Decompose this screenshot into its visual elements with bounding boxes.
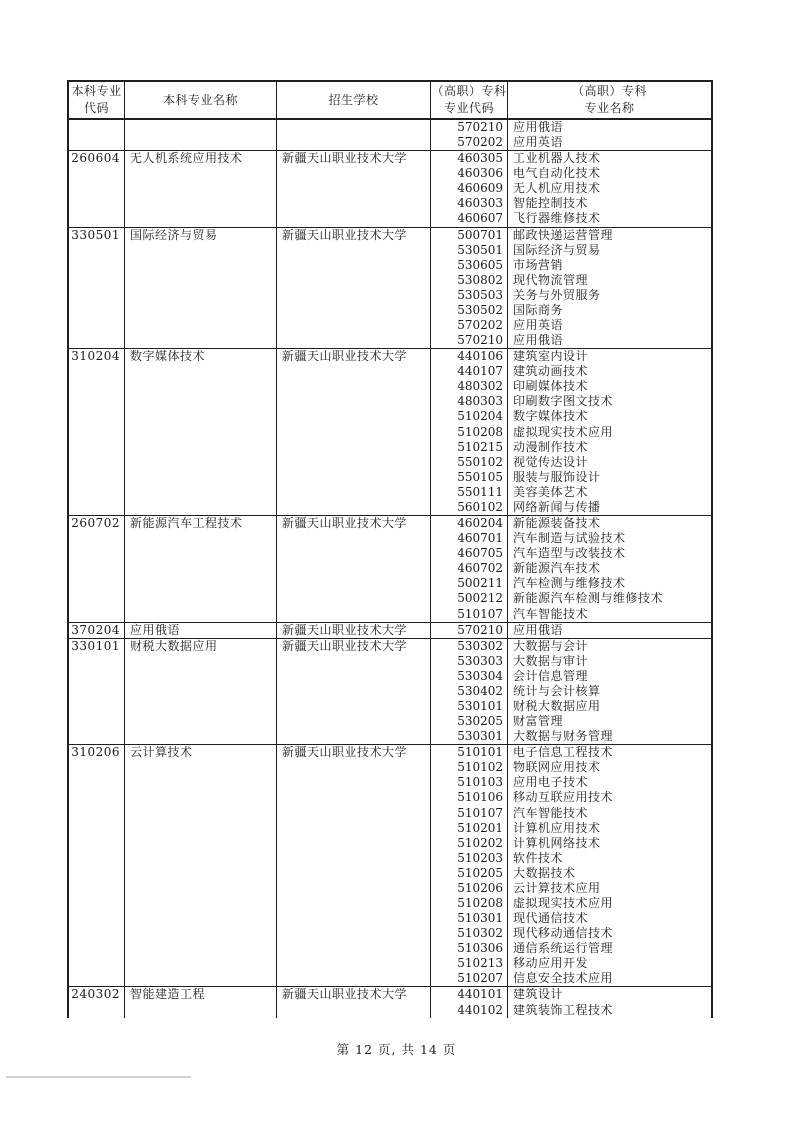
- spec-row: [431, 956, 711, 971]
- spec-code-cell: 440102: [431, 1003, 508, 1018]
- spec-row: [431, 181, 711, 196]
- spec-name-cell: 计算机应用技术: [513, 820, 601, 835]
- spec-name-cell: 印刷数字图文技术: [513, 394, 614, 409]
- spec-row: [431, 318, 711, 333]
- school-cell: 新疆天山职业技术大学: [277, 228, 431, 349]
- spec-name-cell: 电子信息工程技术: [513, 745, 614, 760]
- spec-row: [431, 500, 711, 515]
- spec-name-cell: 软件技术: [513, 850, 564, 865]
- spec-code-cell: 460204: [431, 516, 508, 531]
- spec-row: [431, 866, 711, 881]
- vocational-specs-cell: [431, 349, 711, 515]
- spec-code-cell: 480302: [431, 379, 508, 394]
- table-section-row: [69, 516, 711, 623]
- spec-row: [431, 166, 711, 181]
- spec-code-cell: 530304: [431, 669, 508, 684]
- spec-row: [431, 1003, 711, 1018]
- spec-row: [431, 409, 711, 424]
- vocational-specs-cell: [431, 745, 711, 986]
- spec-row: [431, 714, 711, 729]
- spec-code-cell: 510207: [431, 971, 508, 986]
- spec-row: [431, 821, 711, 836]
- spec-code-cell: 500211: [431, 576, 508, 591]
- spec-name-cell: 会计信息管理: [513, 668, 589, 683]
- table-section-row: [69, 151, 711, 227]
- spec-code-cell: 530101: [431, 699, 508, 714]
- spec-name-cell: 视觉传达设计: [513, 454, 589, 469]
- undergrad-name-cell: [125, 120, 277, 150]
- spec-name-cell: 新能源装备技术: [513, 516, 601, 531]
- spec-name-cell: 电气自动化技术: [513, 166, 601, 181]
- table-section-row: [69, 987, 711, 1017]
- spec-name-cell: 现代通信技术: [513, 911, 589, 926]
- spec-code-cell: 570202: [431, 318, 508, 333]
- school-cell: 新疆天山职业技术大学: [277, 151, 431, 226]
- undergrad-code-cell: [69, 120, 125, 150]
- spec-code-cell: 510206: [431, 881, 508, 896]
- table-body: [69, 120, 711, 1018]
- school-cell: [277, 120, 431, 150]
- vocational-specs-cell: [431, 623, 711, 638]
- spec-row: [431, 228, 711, 243]
- school-cell: 新疆天山职业技术大学: [277, 623, 431, 638]
- spec-name-cell: 云计算技术应用: [513, 880, 601, 895]
- spec-name-cell: 市场营销: [513, 257, 564, 272]
- spec-row: [431, 440, 711, 455]
- spec-code-cell: 510208: [431, 425, 508, 440]
- spec-row: [431, 151, 711, 166]
- spec-code-cell: 570202: [431, 135, 508, 150]
- spec-row: [431, 623, 711, 638]
- spec-row: [431, 135, 711, 150]
- spec-row: [431, 669, 711, 684]
- vocational-specs-cell: [431, 120, 711, 150]
- undergrad-name-cell: 财税大数据应用: [125, 639, 277, 745]
- spec-code-cell: 440106: [431, 349, 508, 364]
- vocational-specs-cell: [431, 987, 711, 1017]
- spec-code-cell: 570210: [431, 623, 508, 638]
- undergrad-code-cell: 310204: [69, 349, 125, 515]
- spec-name-cell: 无人机应用技术: [513, 181, 601, 196]
- spec-row: [431, 485, 711, 500]
- spec-row: [431, 561, 711, 576]
- undergrad-code-cell: 370204: [69, 623, 125, 638]
- spec-code-cell: 530502: [431, 303, 508, 318]
- table-header-row: [69, 82, 711, 120]
- vocational-specs-cell: [431, 516, 711, 622]
- spec-code-cell: 460305: [431, 151, 508, 166]
- spec-code-cell: 500701: [431, 228, 508, 243]
- spec-row: [431, 836, 711, 851]
- spec-code-cell: 530402: [431, 684, 508, 699]
- spec-name-cell: 大数据与财务管理: [513, 729, 614, 744]
- spec-name-cell: 建筑动画技术: [513, 364, 589, 379]
- spec-row: [431, 851, 711, 866]
- table-section-row: [69, 745, 711, 987]
- spec-name-cell: 汽车制造与试验技术: [513, 531, 626, 546]
- spec-name-cell: 财富管理: [513, 714, 564, 729]
- spec-code-cell: 510201: [431, 821, 508, 836]
- spec-name-cell: 美容美体艺术: [513, 484, 589, 499]
- spec-code-cell: 440101: [431, 987, 508, 1002]
- spec-row: [431, 911, 711, 926]
- school-cell: 新疆天山职业技术大学: [277, 639, 431, 745]
- spec-code-cell: 530303: [431, 654, 508, 669]
- spec-row: [431, 516, 711, 531]
- spec-row: [431, 379, 711, 394]
- spec-name-cell: 汽车智能技术: [513, 606, 589, 621]
- header-vocational-code: （高职）专科 专业代码: [431, 82, 508, 118]
- spec-code-cell: 530503: [431, 288, 508, 303]
- undergrad-code-cell: 260702: [69, 516, 125, 622]
- spec-code-cell: 510106: [431, 790, 508, 805]
- spec-row: [431, 896, 711, 911]
- spec-name-cell: 现代移动通信技术: [513, 926, 614, 941]
- spec-name-cell: 应用英语: [513, 135, 564, 150]
- spec-name-cell: 应用俄语: [513, 622, 564, 637]
- spec-row: [431, 941, 711, 956]
- spec-row: [431, 881, 711, 896]
- spec-row: [431, 639, 711, 654]
- spec-row: [431, 806, 711, 821]
- spec-code-cell: 510107: [431, 607, 508, 622]
- vocational-specs-cell: [431, 639, 711, 745]
- spec-row: [431, 425, 711, 440]
- spec-row: [431, 654, 711, 669]
- spec-code-cell: 480303: [431, 394, 508, 409]
- spec-name-cell: 国际经济与贸易: [513, 242, 601, 257]
- spec-row: [431, 987, 711, 1002]
- spec-name-cell: 移动应用开发: [513, 956, 589, 971]
- table-section-row: [69, 349, 711, 516]
- spec-row: [431, 333, 711, 348]
- spec-name-cell: 大数据技术: [513, 865, 576, 880]
- spec-code-cell: 570210: [431, 120, 508, 135]
- spec-row: [431, 531, 711, 546]
- undergrad-code-cell: 260604: [69, 151, 125, 226]
- header-vocational-name: （高职）专科 专业名称: [571, 84, 647, 115]
- vocational-specs-cell: [431, 228, 711, 349]
- spec-code-cell: 550105: [431, 470, 508, 485]
- spec-row: [431, 729, 711, 744]
- spec-row: [431, 591, 711, 606]
- spec-row: [431, 120, 711, 135]
- spec-name-cell: 建筑装饰工程技术: [513, 1002, 614, 1017]
- spec-name-cell: 应用俄语: [513, 120, 564, 134]
- spec-row: [431, 775, 711, 790]
- page-footer: 第 12 页, 共 14 页: [336, 1042, 457, 1057]
- spec-code-cell: 460701: [431, 531, 508, 546]
- spec-row: [431, 303, 711, 318]
- spec-row: [431, 455, 711, 470]
- spec-code-cell: 530205: [431, 714, 508, 729]
- spec-row: [431, 745, 711, 760]
- spec-row: [431, 607, 711, 622]
- spec-name-cell: 物联网应用技术: [513, 760, 601, 775]
- table-section-row: [69, 228, 711, 350]
- spec-code-cell: 510203: [431, 851, 508, 866]
- school-cell: 新疆天山职业技术大学: [277, 516, 431, 622]
- spec-code-cell: 510102: [431, 760, 508, 775]
- spec-code-cell: 510302: [431, 926, 508, 941]
- spec-code-cell: 460303: [431, 196, 508, 211]
- spec-row: [431, 273, 711, 288]
- spec-code-cell: 530302: [431, 639, 508, 654]
- majors-table: [67, 80, 713, 1018]
- spec-name-cell: 通信系统运行管理: [513, 941, 614, 956]
- school-cell: 新疆天山职业技术大学: [277, 745, 431, 986]
- spec-row: [431, 243, 711, 258]
- undergrad-code-cell: 330101: [69, 639, 125, 745]
- spec-code-cell: 530301: [431, 729, 508, 744]
- spec-name-cell: 动漫制作技术: [513, 439, 589, 454]
- spec-name-cell: 财税大数据应用: [513, 698, 601, 713]
- spec-name-cell: 印刷媒体技术: [513, 379, 589, 394]
- spec-name-cell: 网络新闻与传播: [513, 499, 601, 514]
- spec-name-cell: 工业机器人技术: [513, 151, 601, 166]
- header-undergrad-name: 本科专业名称: [125, 82, 277, 118]
- spec-code-cell: 440107: [431, 364, 508, 379]
- spec-name-cell: 大数据与审计: [513, 653, 589, 668]
- spec-row: [431, 470, 711, 485]
- undergrad-name-cell: 云计算技术: [125, 745, 277, 986]
- spec-row: [431, 790, 711, 805]
- spec-code-cell: 510103: [431, 775, 508, 790]
- spec-code-cell: 510301: [431, 911, 508, 926]
- spec-code-cell: 560102: [431, 500, 508, 515]
- spec-code-cell: 460609: [431, 181, 508, 196]
- spec-code-cell: 530605: [431, 258, 508, 273]
- school-cell: 新疆天山职业技术大学: [277, 349, 431, 515]
- spec-row: [431, 971, 711, 986]
- spec-name-cell: 应用俄语: [513, 333, 564, 348]
- spec-code-cell: 550111: [431, 485, 508, 500]
- spec-code-cell: 510215: [431, 440, 508, 455]
- table-section-row: [69, 120, 711, 151]
- undergrad-name-cell: 智能建造工程: [125, 987, 277, 1017]
- spec-name-cell: 统计与会计核算: [513, 683, 601, 698]
- spec-name-cell: 汽车检测与维修技术: [513, 576, 626, 591]
- spec-code-cell: 510213: [431, 956, 508, 971]
- spec-name-cell: 建筑设计: [513, 987, 564, 1002]
- spec-code-cell: 510101: [431, 745, 508, 760]
- spec-row: [431, 288, 711, 303]
- spec-row: [431, 258, 711, 273]
- spec-name-cell: 数字媒体技术: [513, 409, 589, 424]
- spec-row: [431, 546, 711, 561]
- spec-name-cell: 飞行器维修技术: [513, 211, 601, 226]
- spec-code-cell: 510208: [431, 896, 508, 911]
- spec-row: [431, 364, 711, 379]
- spec-name-cell: 新能源汽车检测与维修技术: [513, 591, 664, 606]
- spec-name-cell: 应用英语: [513, 318, 564, 333]
- spec-code-cell: 510107: [431, 806, 508, 821]
- spec-row: [431, 760, 711, 775]
- spec-row: [431, 394, 711, 409]
- spec-code-cell: 570210: [431, 333, 508, 348]
- spec-name-cell: 大数据与会计: [513, 638, 589, 653]
- spec-code-cell: 460702: [431, 561, 508, 576]
- undergrad-name-cell: 应用俄语: [125, 623, 277, 638]
- spec-row: [431, 926, 711, 941]
- spec-name-cell: 应用电子技术: [513, 775, 589, 790]
- spec-name-cell: 智能控制技术: [513, 196, 589, 211]
- undergrad-name-cell: 国际经济与贸易: [125, 228, 277, 349]
- table-section-row: [69, 623, 711, 639]
- spec-code-cell: 530501: [431, 243, 508, 258]
- undergrad-name-cell: 无人机系统应用技术: [125, 151, 277, 226]
- spec-row: [431, 684, 711, 699]
- spec-row: [431, 349, 711, 364]
- spec-code-cell: 510202: [431, 836, 508, 851]
- spec-name-cell: 信息安全技术应用: [513, 971, 614, 986]
- spec-code-cell: 510204: [431, 409, 508, 424]
- spec-name-cell: 虚拟现实技术应用: [513, 895, 614, 910]
- table-section-row: [69, 639, 711, 746]
- spec-code-cell: 550102: [431, 455, 508, 470]
- spec-name-cell: 移动互联应用技术: [513, 790, 614, 805]
- spec-name-cell: 新能源汽车技术: [513, 561, 601, 576]
- scan-artifact-line: [6, 1076, 191, 1078]
- spec-name-cell: 服装与服饰设计: [513, 469, 601, 484]
- spec-name-cell: 关务与外贸服务: [513, 287, 601, 302]
- spec-code-cell: 530802: [431, 273, 508, 288]
- header-undergrad-code: 本科专业 代码: [69, 82, 125, 118]
- spec-code-cell: 510205: [431, 866, 508, 881]
- spec-name-cell: 汽车造型与改装技术: [513, 546, 626, 561]
- undergrad-code-cell: 310206: [69, 745, 125, 986]
- spec-name-cell: 建筑室内设计: [513, 349, 589, 364]
- header-school: 招生学校: [277, 82, 431, 118]
- spec-name-cell: 计算机网络技术: [513, 835, 601, 850]
- spec-row: [431, 576, 711, 591]
- spec-name-cell: 国际商务: [513, 302, 564, 317]
- undergrad-code-cell: 240302: [69, 987, 125, 1017]
- undergrad-name-cell: 新能源汽车工程技术: [125, 516, 277, 622]
- spec-code-cell: 460607: [431, 211, 508, 226]
- undergrad-code-cell: 330501: [69, 228, 125, 349]
- spec-code-cell: 460705: [431, 546, 508, 561]
- spec-name-cell: 邮政快递运营管理: [513, 227, 614, 242]
- undergrad-name-cell: 数字媒体技术: [125, 349, 277, 515]
- spec-row: [431, 699, 711, 714]
- spec-code-cell: 500212: [431, 591, 508, 606]
- vocational-specs-cell: [431, 151, 711, 226]
- spec-code-cell: 460306: [431, 166, 508, 181]
- spec-row: [431, 211, 711, 226]
- spec-row: [431, 196, 711, 211]
- spec-name-cell: 现代物流管理: [513, 272, 589, 287]
- school-cell: 新疆天山职业技术大学: [277, 987, 431, 1017]
- spec-code-cell: 510306: [431, 941, 508, 956]
- spec-name-cell: 汽车智能技术: [513, 805, 589, 820]
- spec-name-cell: 虚拟现实技术应用: [513, 424, 614, 439]
